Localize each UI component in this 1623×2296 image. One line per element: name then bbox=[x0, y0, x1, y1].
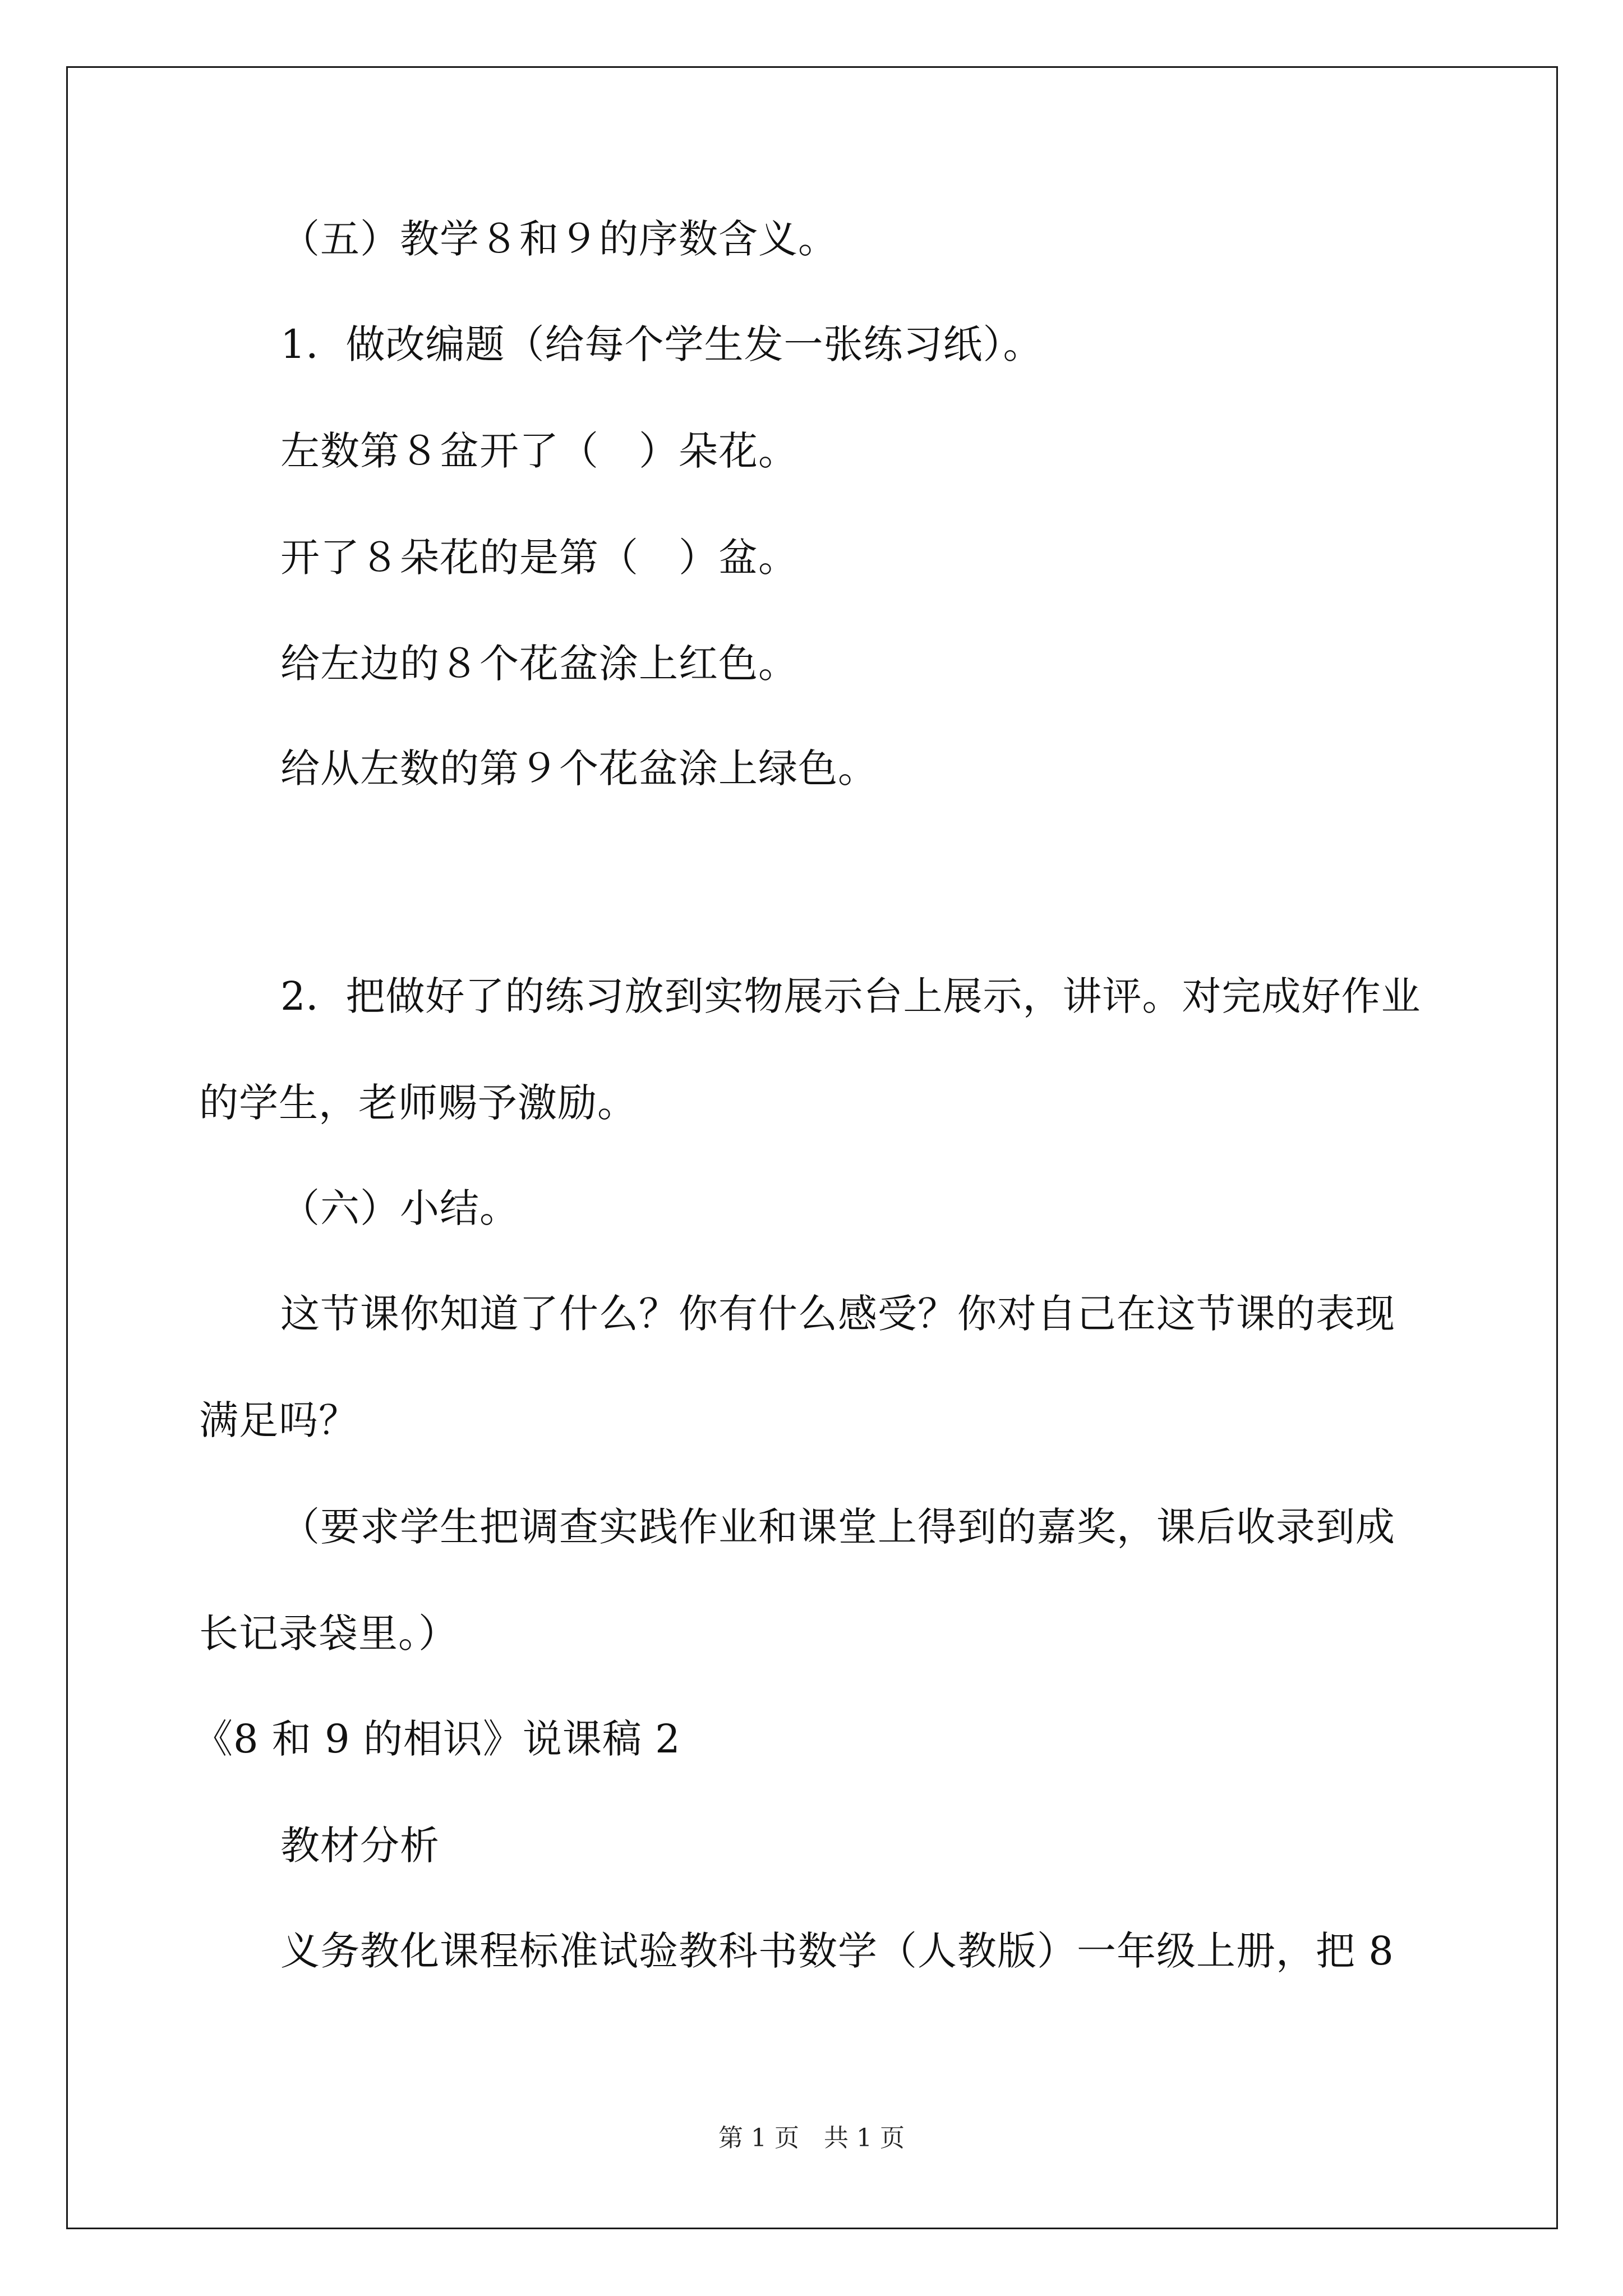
subsection-heading: 教材分析 bbox=[280, 1823, 440, 1869]
text-line: （五）教学８和９的序数含义。 bbox=[280, 216, 838, 262]
text-line: 左数第８盆开了（ ）朵花。 bbox=[280, 428, 798, 474]
text-line: （六）小结。 bbox=[280, 1185, 519, 1231]
text-line: 的学生，老师赐予激励。 bbox=[199, 1080, 637, 1126]
page-number: 第 1 页 bbox=[718, 2124, 799, 2152]
text-line: 义务教化课程标准试验教科书数学（人教版）一年级上册，把 8 bbox=[280, 1928, 1394, 1974]
page-total: 共 1 页 bbox=[824, 2124, 905, 2152]
text-line: 给从左数的第９个花盆涂上绿色。 bbox=[280, 746, 878, 792]
page-footer bbox=[0, 2122, 1623, 2155]
text-line: 给左边的８个花盆涂上红色。 bbox=[280, 641, 798, 687]
section-heading: 《8 和 9 的相识》说课稿 2 bbox=[193, 1716, 681, 1762]
text-line: 满足吗？ bbox=[199, 1397, 358, 1443]
text-line: 开了８朵花的是第（ ）盆。 bbox=[280, 535, 798, 581]
page-border bbox=[66, 66, 1558, 2229]
text-line: （要求学生把调查实践作业和课堂上得到的嘉奖，课后收录到成 bbox=[280, 1504, 1395, 1550]
text-line: 这节课你知道了什么？你有什么感受？你对自己在这节课的表现 bbox=[280, 1291, 1395, 1337]
text-line: 长记录袋里。） bbox=[199, 1611, 458, 1657]
text-line: 2．把做好了的练习放到实物展示台上展示，讲评。对完成好作业 bbox=[280, 973, 1421, 1019]
text-line: 1．做改编题（给每个学生发一张练习纸）。 bbox=[280, 321, 1043, 367]
